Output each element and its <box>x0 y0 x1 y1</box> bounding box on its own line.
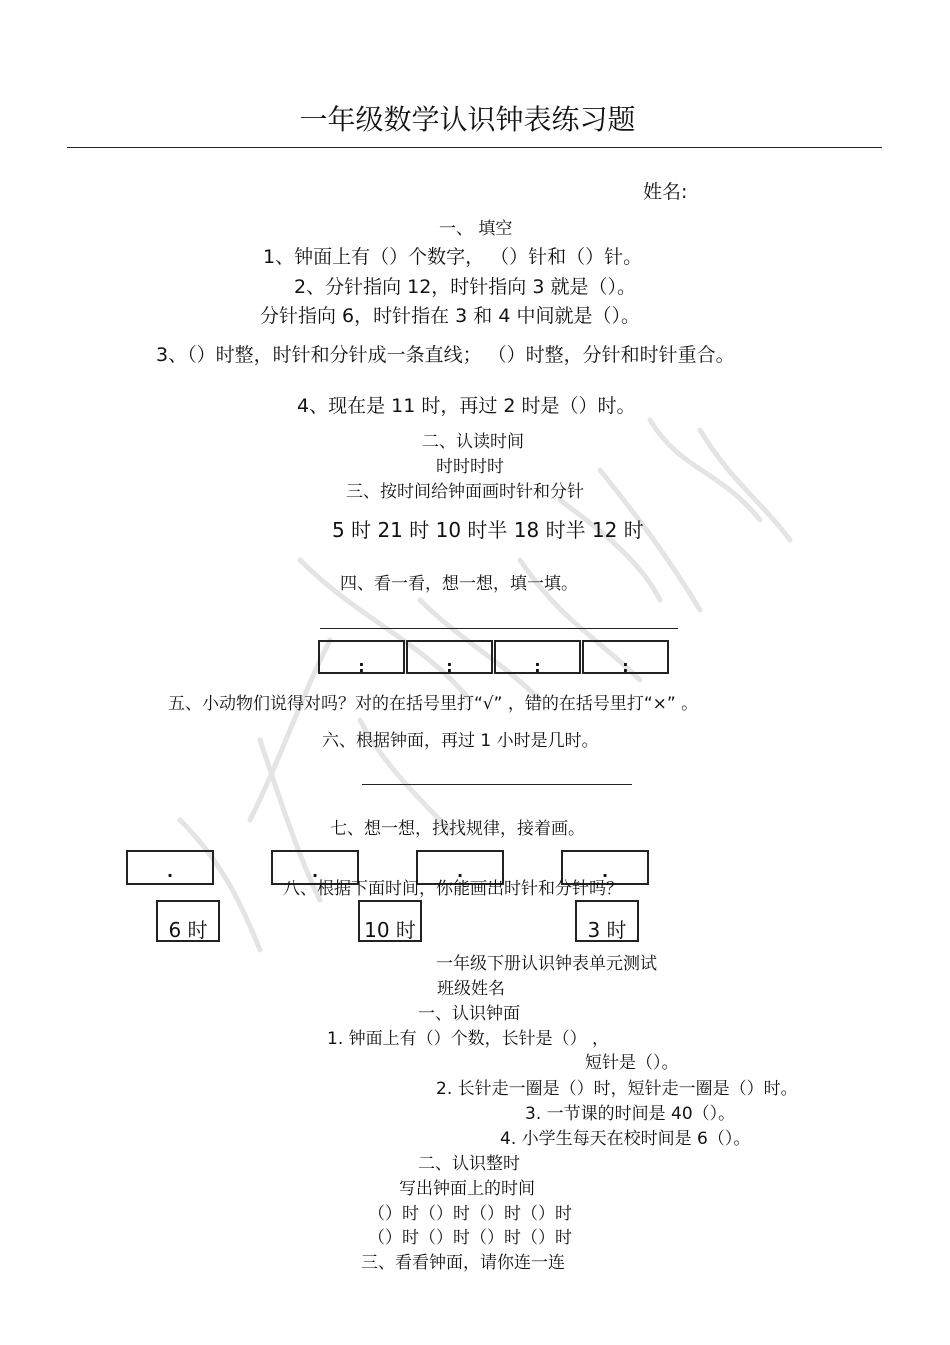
section-3-times: 5 时 21 时 10 时半 18 时半 12 时 <box>332 518 644 542</box>
time-label-box: 10 时 <box>358 900 422 942</box>
unit-test-title: 一年级下册认识钟表单元测试 <box>436 954 657 974</box>
title-underline <box>67 147 882 148</box>
digital-clock-box: : <box>582 640 669 674</box>
name-label: 姓名: <box>643 181 688 203</box>
unit-section-3-heading: 三、看看钟面，请你连一连 <box>361 1253 565 1273</box>
section-2-heading: 二、认读时间 <box>422 432 524 452</box>
section-2-sub: 时时时时 <box>436 457 504 477</box>
unit-question-1b: 短针是（）。 <box>585 1053 679 1073</box>
section-4-line <box>320 628 678 629</box>
digital-clock-box: : <box>494 640 581 674</box>
section-3-heading: 三、按时间给钟面画时针和分针 <box>346 482 584 502</box>
unit-section-1-heading: 一、认识钟面 <box>418 1004 520 1024</box>
digital-clock-box: : <box>318 640 405 674</box>
digital-clock-box: . <box>126 850 214 885</box>
page-title: 一年级数学认识钟表练习题 <box>299 103 636 136</box>
unit-question-2: 2. 长针走一圈是（）时，短针走一圈是（）时。 <box>436 1079 798 1099</box>
unit-question-3: 3. 一节课的时间是 40（）。 <box>525 1104 736 1124</box>
section-5-heading: 五、小动物们说得对吗？对的在括号里打“√” ，错的在括号里打“×” 。 <box>168 694 699 714</box>
unit-question-1a: 1. 钟面上有（）个数，长针是（） ， <box>327 1029 610 1049</box>
section-7-heading: 七、想一想，找找规律，接着画。 <box>330 819 585 839</box>
hour-answer-row: （）时（）时（）时（）时 <box>368 1204 572 1224</box>
hour-answer-row: （）时（）时（）时（）时 <box>368 1228 572 1248</box>
unit-question-4: 4. 小学生每天在校时间是 6（）。 <box>500 1129 751 1149</box>
digital-clock-box: : <box>406 640 493 674</box>
question-3: 3、（）时整，时针和分针成一条直线； （）时整，分针和时针重合。 <box>156 344 735 366</box>
unit-section-2-sub: 写出钟面上的时间 <box>399 1179 535 1199</box>
question-4: 4、现在是 11 时，再过 2 时是（）时。 <box>297 395 636 417</box>
digital-clock-box: . <box>271 850 359 885</box>
question-2b: 分针指向 6，时针指在 3 和 4 中间就是（）。 <box>260 305 640 327</box>
section-8-heading: 八、根据下面时间，你能画出时针和分针吗？ <box>283 879 623 899</box>
section-4-heading: 四、看一看，想一想，填一填。 <box>340 574 578 594</box>
time-label-box: 6 时 <box>156 900 220 942</box>
unit-section-2-heading: 二、认识整时 <box>418 1154 520 1174</box>
digital-clock-box: . <box>561 850 649 885</box>
time-label-box: 3 时 <box>575 900 639 942</box>
question-2a: 2、分针指向 12，时针指向 3 就是（）。 <box>294 276 636 298</box>
question-1: 1、钟面上有（）个数字， （）针和（）针。 <box>263 246 643 268</box>
class-name-label: 班级姓名 <box>437 979 505 999</box>
section-1-heading: 一、 填空 <box>439 219 513 239</box>
section-6-line <box>362 784 632 785</box>
digital-clock-box: . <box>416 850 504 885</box>
section-6-heading: 六、根据钟面，再过 1 小时是几时。 <box>322 731 599 751</box>
